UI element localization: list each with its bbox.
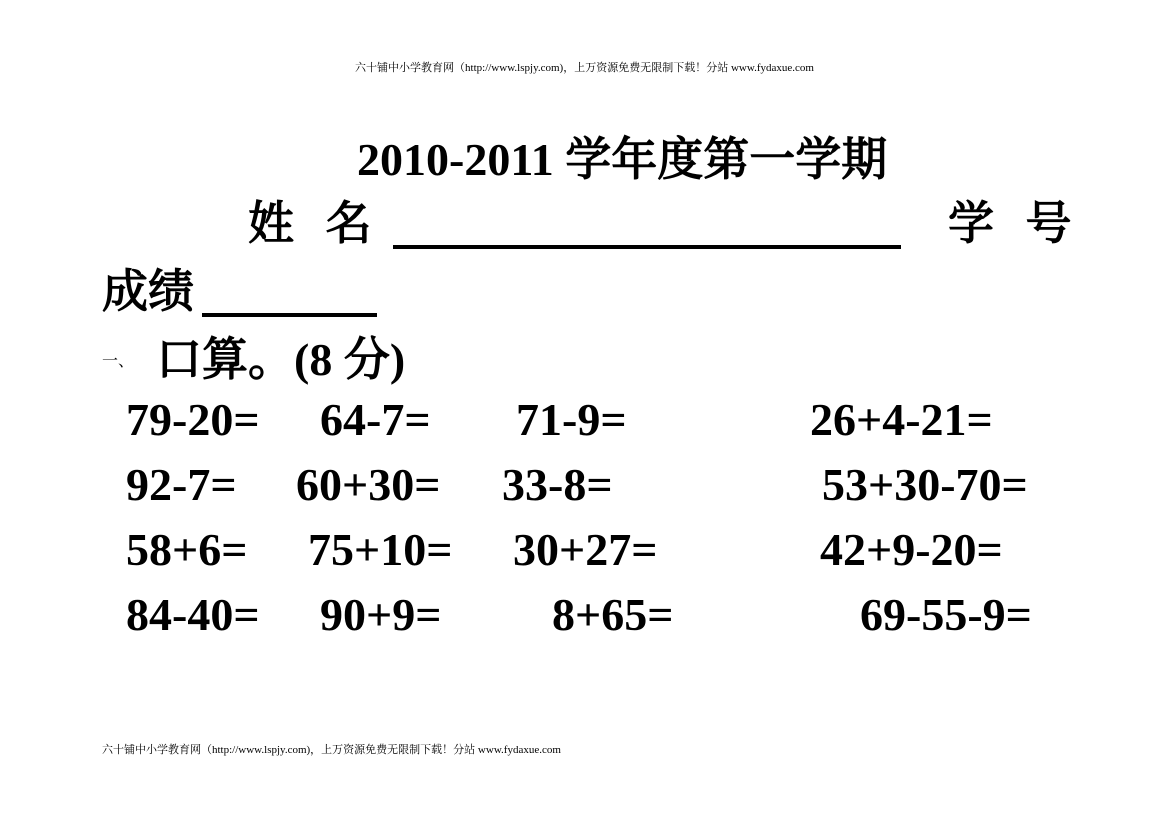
student-id-label: 学 号 [948, 198, 1082, 249]
problem-item: 69-55-9= [860, 589, 1032, 640]
problem-item: 79-20= [126, 394, 260, 445]
header-note: 六十铺中小学教育网（http://www.lspjy.com)，上万资源免费无限制下载！分站 www.fydaxue.com [355, 62, 814, 74]
problem-item: 75+10= [308, 524, 453, 575]
section-number: 一、 [102, 353, 135, 370]
score-field-row [102, 264, 402, 324]
score-label: 成绩 [102, 266, 194, 317]
section-title: 口算。(8 分) [156, 334, 406, 385]
problem-item: 90+9= [320, 589, 442, 640]
problem-item: 42+9-20= [820, 524, 1003, 575]
problem-item: 71-9= [516, 394, 627, 445]
problem-item: 8+65= [552, 589, 674, 640]
score-blank-line [202, 313, 377, 317]
name-blank-line [393, 245, 901, 249]
problem-item: 84-40= [126, 589, 260, 640]
section-heading [102, 332, 502, 388]
problem-item: 60+30= [296, 459, 441, 510]
problem-item: 30+27= [513, 524, 658, 575]
problem-item: 33-8= [502, 459, 613, 510]
footer-note: 六十铺中小学教育网（http://www.lspjy.com)，上万资源免费无限制下载！分站 www.fydaxue.com [102, 744, 561, 756]
name-label: 姓 名 [248, 198, 382, 249]
problem-item: 58+6= [126, 524, 248, 575]
problem-item: 26+4-21= [810, 394, 993, 445]
problem-item: 64-7= [320, 394, 431, 445]
page-title: 2010-2011 学年度第一学期 [357, 134, 888, 185]
problem-item: 53+30-70= [822, 459, 1028, 510]
problem-item: 92-7= [126, 459, 237, 510]
name-field-row [248, 196, 1082, 256]
